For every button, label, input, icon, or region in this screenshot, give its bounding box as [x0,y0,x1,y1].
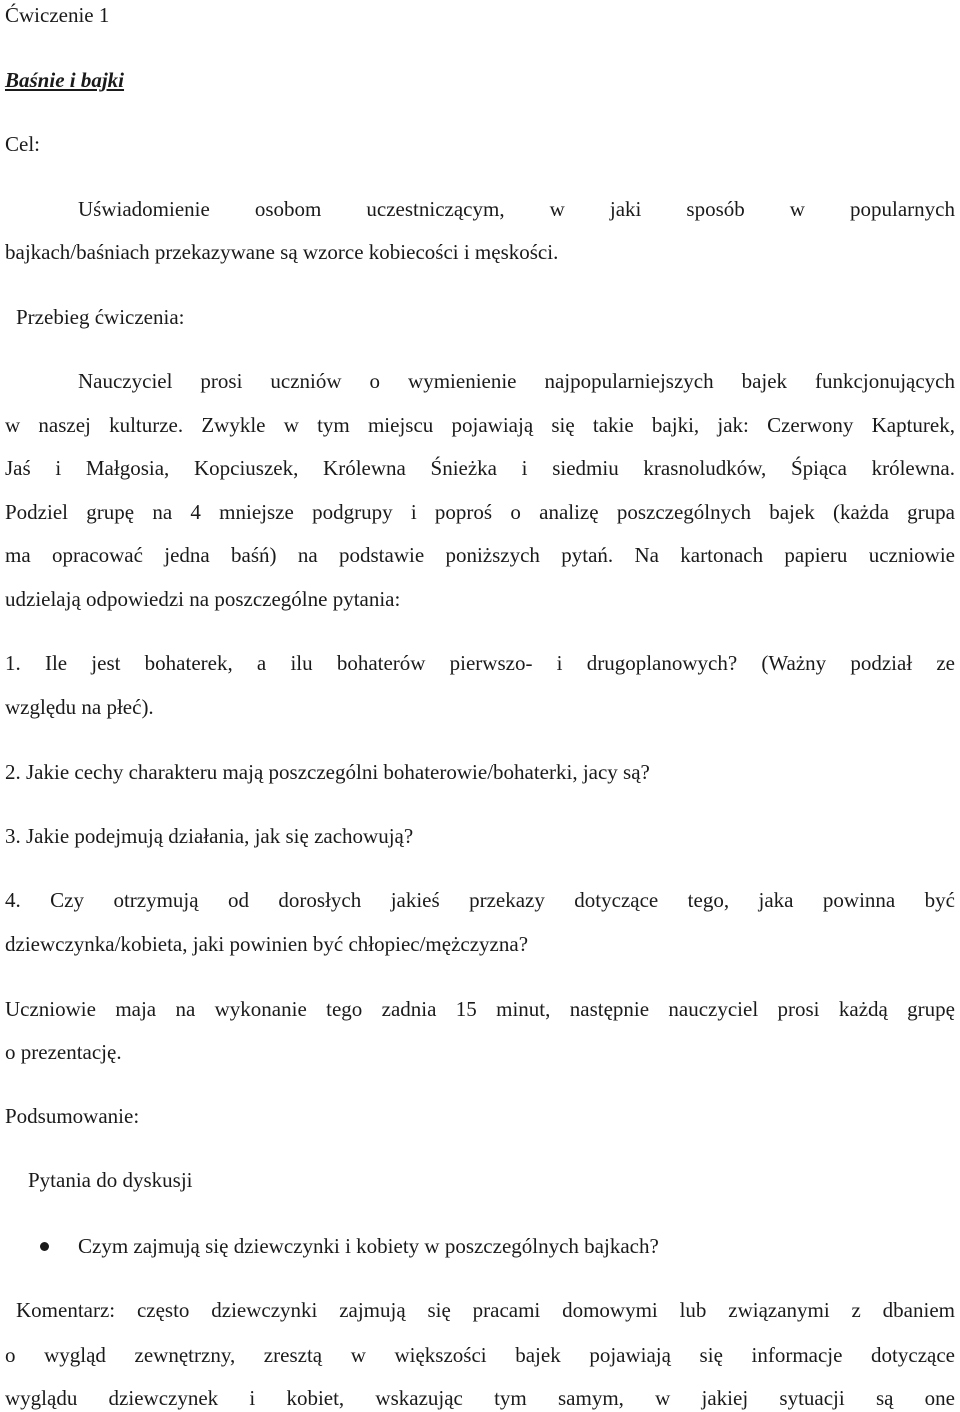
goal-line-2: bajkach/baśniach przekazywane są wzorce kobiecości i męskości. [5,240,559,264]
timing-line-2: o prezentację. [5,1040,122,1064]
procedure-line-5: ma opracować jedna baśń) na podstawie poniższych pytań. Na kartonach papieru uczniowie [5,543,955,567]
goal-line-1: Uświadomienie osobom uczestniczącym, w jaki sposób w popularnych [78,197,955,221]
procedure-heading: Przebieg ćwiczenia: [16,305,185,329]
question-1-line-2: względu na płeć). [5,695,154,719]
exercise-label: Ćwiczenie 1 [5,3,110,27]
procedure-line-4: Podziel grupę na 4 mniejsze podgrupy i poproś o analizę poszczególnych bajek (każda grupa [5,500,955,524]
procedure-line-6: udzielają odpowiedzi na poszczególne pytania: [5,587,401,611]
question-3: 3. Jakie podejmują działania, jak się zachowują? [5,824,414,848]
comment-line-3: wyglądu dziewczynek i kobiet, wskazując tym samym, w jakiej sytuacji są one [5,1386,955,1410]
exercise-title: Baśnie i bajki [5,68,125,92]
goal-heading: Cel: [5,132,40,156]
discussion-subheading: Pytania do dyskusji [28,1168,193,1192]
question-1-line-1: 1. Ile jest bohaterek, a ilu bohaterów pierwszo- i drugoplanowych? (Ważny podział ze [5,651,955,675]
question-2: 2. Jakie cechy charakteru mają poszczególni bohaterowie/bohaterki, jacy są? [5,760,650,784]
bullet-icon [40,1242,49,1251]
procedure-line-2: w naszej kulturze. Zwykle w tym miejscu pojawiają się takie bajki, jak: Czerwony Kapturek, [5,413,955,437]
summary-heading: Podsumowanie: [5,1104,140,1128]
question-4-line-1: 4. Czy otrzymują od dorosłych jakieś przekazy dotyczące tego, jaka powinna być [5,888,955,912]
comment-line-1: Komentarz: często dziewczynki zajmują się pracami domowymi lub związanymi z dbaniem [16,1298,955,1322]
timing-line-1: Uczniowie maja na wykonanie tego zadnia 15 minut, następnie nauczyciel prosi każdą grupę [5,997,955,1021]
procedure-line-1: Nauczyciel prosi uczniów o wymienienie najpopularniejszych bajek funkcjonujących [78,369,955,393]
procedure-line-3: Jaś i Małgosia, Kopciuszek, Królewna Śnieżka i siedmiu krasnoludków, Śpiąca królewna. [5,456,955,480]
discussion-bullet: Czym zajmują się dziewczynki i kobiety w poszczególnych bajkach? [78,1234,659,1258]
question-4-line-2: dziewczynka/kobieta, jaki powinien być chłopiec/mężczyzna? [5,932,529,956]
comment-line-2: o wygląd zewnętrzny, zresztą w większości bajek pojawiają się informacje dotyczące [5,1343,955,1367]
